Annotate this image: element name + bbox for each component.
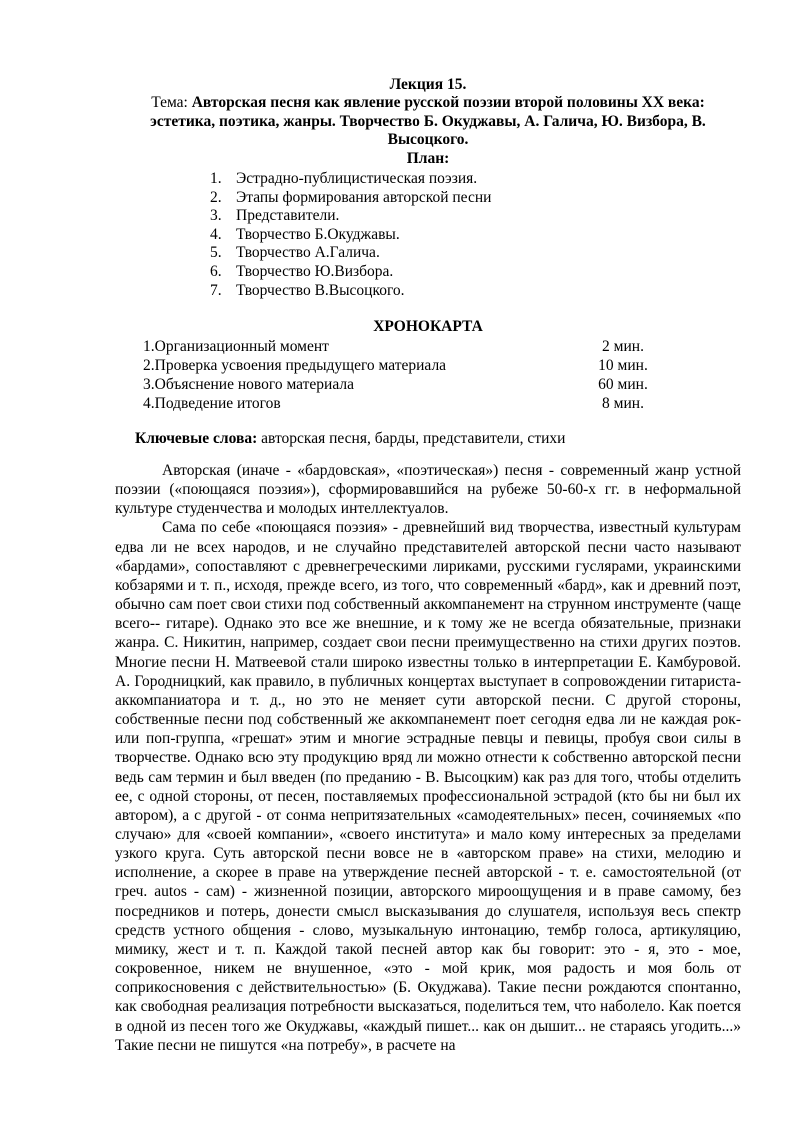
plan-item	[210, 244, 491, 263]
keywords-label: Ключевые слова:	[135, 430, 258, 447]
chronocard-duration: 2 мин.	[602, 338, 644, 355]
plan-item-text: Творчество В.Высоцкого.	[236, 281, 405, 299]
chronocard-stage: 4.Подведение итогов	[143, 395, 281, 412]
body-paragraph: Сама по себе «поющаяся поэзия» - древнейший вид творчества, известный культурам едва ли не всех народов, и не случайно представителей авторской песни часто называют «бардами», сопоставляют с древнегреческими лириками, русскими гуслярами, украинскими кобзарями и т. п., исходя, прежде всего, из того, что современный «бард», как и древний поэт, обычно сам поет свои стихи под собственный аккомпанемент на струнном инструменте (чаще всего-- гитаре). Однако это все же внешние, и к тому же не всегда обязательные, признаки жанра. С. Никитин, например, создает свои песни преимущественно на стихи других поэтов. Многие песни Н. Матвеевой стали широко известны только в интерпретации Е. Камбуровой. А. Городницкий, как правило, в публичных концертах выступает в сопровождении гитариста-аккомпаниатора и т. д., но это не меняет сути авторской песни. С другой стороны, собственные песни под собственный же аккомпанемент поет сегодня едва ли не каждая рок- или поп-группа, «грешат» этим и многие эстрадные певцы и певицы, пробуя свои силы в творчестве. Однако всю эту продукцию вряд ли можно отнести к собственно авторской песни ведь сам термин и был введен (по преданию - В. Высоцким) как раз для того, чтобы отделить ее, с одной стороны, от песен, поставляемых профессиональной эстрадой (кто бы ни был их автором), а с другой - от сонма непритязательных «самодеятельных» песен, сочиняемых «по случаю» для «своей компании», «своего института» и мало кому интересных за пределами узкого круга. Суть авторской песни вовсе не в «авторском праве» на стихи, мелодию и исполнение, а скорее в праве на утверждение песней авторской - т. е. самостоятельной (от греч. autos - сам) - жизненной позиции, авторского мироощущения и в праве самому, без посредников и потерь, донести смысл высказывания до слушателя, используя весь спектр средств устного общения - слово, музыкальную интонацию, тембр голоса, артикуляцию, мимику, жест и т. п. Каждой такой песней автор как бы говорит: это - я, это - мое, сокровенное, никем не внушенное, «это - мой крик, моя радость и моя боль от соприкосновения с действительностью» (Б. Окуджава). Такие песни рождаются спонтанно, как свободная реализация потребности высказаться, поделиться тем, что наболело. Как поется в одной из песен того же Окуджавы, «каждый пишет... как он дышит... не стараясь угодить...» Такие песни не пишутся «на потребу», в расчете на	[115, 519, 741, 1054]
lecture-body	[115, 461, 741, 1055]
plan-item-number: 4.	[210, 225, 222, 243]
plan-item-number: 2.	[210, 188, 222, 206]
chronocard-row	[143, 356, 663, 375]
plan-item-text: Творчество А.Галича.	[236, 244, 380, 262]
lecture-title: Лекция 15.	[389, 76, 467, 93]
chronocard-row	[143, 375, 663, 394]
topic-label: Тема:	[151, 94, 188, 111]
plan-item-number: 5.	[210, 244, 222, 262]
chronocard-stage: 1.Организационный момент	[143, 338, 329, 355]
chronocard-table	[143, 337, 663, 413]
topic-text: Авторская песня как явление русской поэзии второй половины XX века: эстетика, поэтика, жанры. Творчество Б. Окуджавы, А. Галича, Ю. Визбора, В. Высоцкого.	[150, 94, 706, 148]
plan-item-text: Творчество Ю.Визбора.	[236, 262, 394, 280]
plan-item-number: 3.	[210, 207, 222, 225]
keywords-text: авторская песня, барды, представители, стихи	[261, 430, 566, 447]
chronocard-row	[143, 394, 663, 413]
plan-item-text: Представители.	[236, 207, 340, 225]
chronocard-title: ХРОНОКАРТА	[373, 318, 483, 335]
chronocard-duration: 10 мин.	[598, 357, 648, 374]
body-paragraph: Авторская (иначе - «бардовская», «поэтическая») песня - современный жанр устной поэзии («поющаяся поэзия»), сформировавшийся на рубеже 50-60-х гг. в неформальной культуре студенчества и молодых интеллектуалов.	[115, 462, 741, 518]
plan-title: План:	[406, 150, 450, 167]
plan-item-number: 1.	[210, 170, 222, 187]
plan-item	[210, 282, 491, 301]
plan-item	[210, 263, 491, 282]
plan-item	[210, 170, 491, 189]
plan-item	[210, 226, 491, 245]
plan-item	[210, 207, 491, 226]
chronocard-row	[143, 337, 663, 356]
chronocard-stage: 3.Объяснение нового материала	[143, 376, 354, 393]
chronocard-duration: 60 мин.	[598, 376, 648, 393]
plan-item-text: Этапы формирования авторской песни	[236, 188, 492, 206]
plan-item-text: Эстрадно-публицистическая поэзия.	[236, 170, 478, 187]
plan-item-number: 7.	[210, 281, 222, 299]
chronocard-duration: 8 мин.	[602, 395, 644, 412]
chronocard-stage: 2.Проверка усвоения предыдущего материала	[143, 357, 447, 374]
plan-item-text: Творчество Б.Окуджавы.	[236, 225, 400, 243]
plan-list	[210, 170, 491, 300]
plan-item-number: 6.	[210, 262, 222, 280]
keywords-line	[135, 430, 565, 449]
plan-item	[210, 189, 491, 208]
lecture-topic	[128, 94, 728, 150]
